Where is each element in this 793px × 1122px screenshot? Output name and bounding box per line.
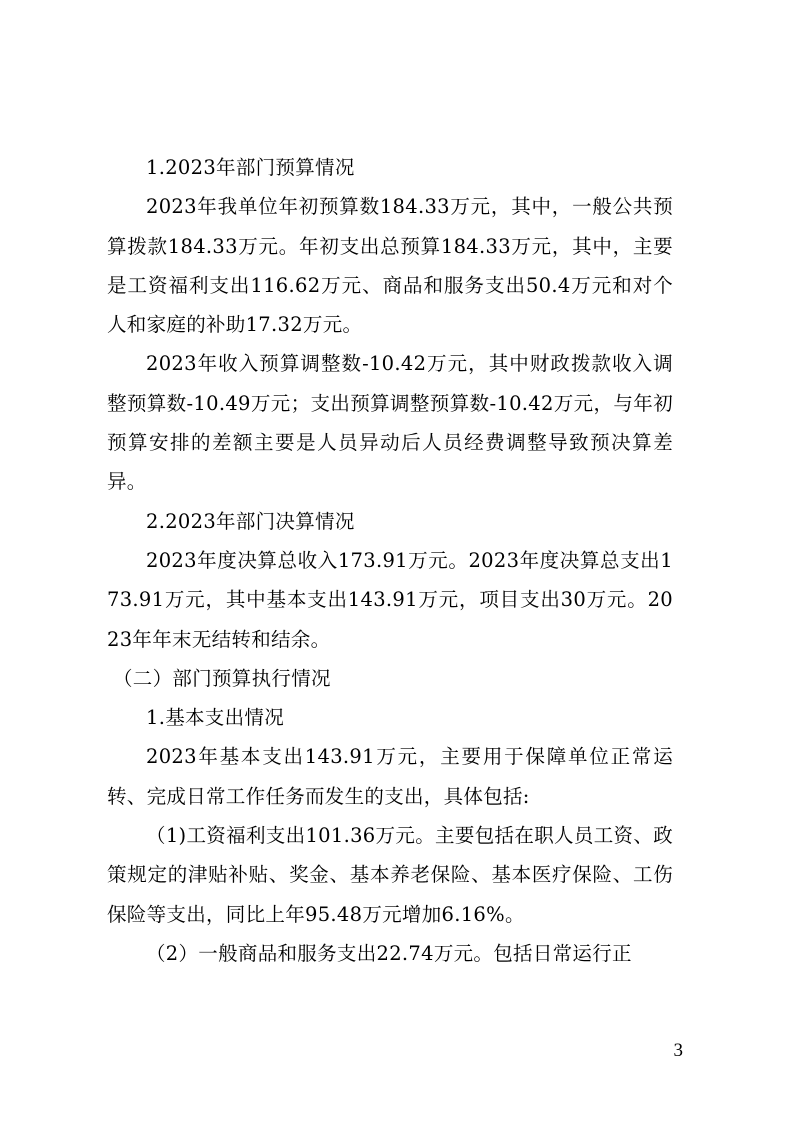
heading-budget-execution: （二）部门预算执行情况	[113, 666, 331, 690]
heading-final-accounts-2023: 2.2023年部门决算情况	[146, 509, 355, 533]
document-body	[107, 148, 673, 973]
paragraph-initial-budget: 2023年我单位年初预算数184.33万元，其中，一般公共预算拨款184.33万元。年初支出总预算184.33万元，其中，主要是工资福利支出116.62万元、商品和服务支出50.4万元和对个人和家庭的补助17.32万元。	[107, 195, 673, 337]
paragraph-budget-adjustment: 2023年收入预算调整数-10.42万元，其中财政拨款收入调整预算数-10.49万元；支出预算调整预算数-10.42万元，与年初预算安排的差额主要是人员异动后人员经费调整导致预决算差异。	[107, 352, 673, 494]
paragraph-basic-expenditure: 2023年基本支出143.91万元，主要用于保障单位正常运转、完成日常工作任务而发生的支出，具体包括:	[107, 745, 673, 808]
paragraph-goods-services: （2）一般商品和服务支出22.74万元。包括日常运行正	[146, 941, 632, 965]
page-number: 3	[673, 1040, 683, 1061]
paragraph-salary-welfare: （1)工资福利支出101.36万元。主要包括在职人员工资、政策规定的津贴补贴、奖金、基本养老保险、基本医疗保险、工伤保险等支出，同比上年95.48万元增加6.16%。	[107, 824, 673, 926]
paragraph-final-accounts: 2023年度决算总收入173.91万元。2023年度决算总支出173.91万元，其中基本支出143.91万元，项目支出30万元。2023年年末无结转和结余。	[107, 548, 673, 651]
heading-budget-2023: 1.2023年部门预算情况	[146, 156, 355, 179]
heading-basic-expenditure: 1.基本支出情况	[146, 706, 285, 730]
